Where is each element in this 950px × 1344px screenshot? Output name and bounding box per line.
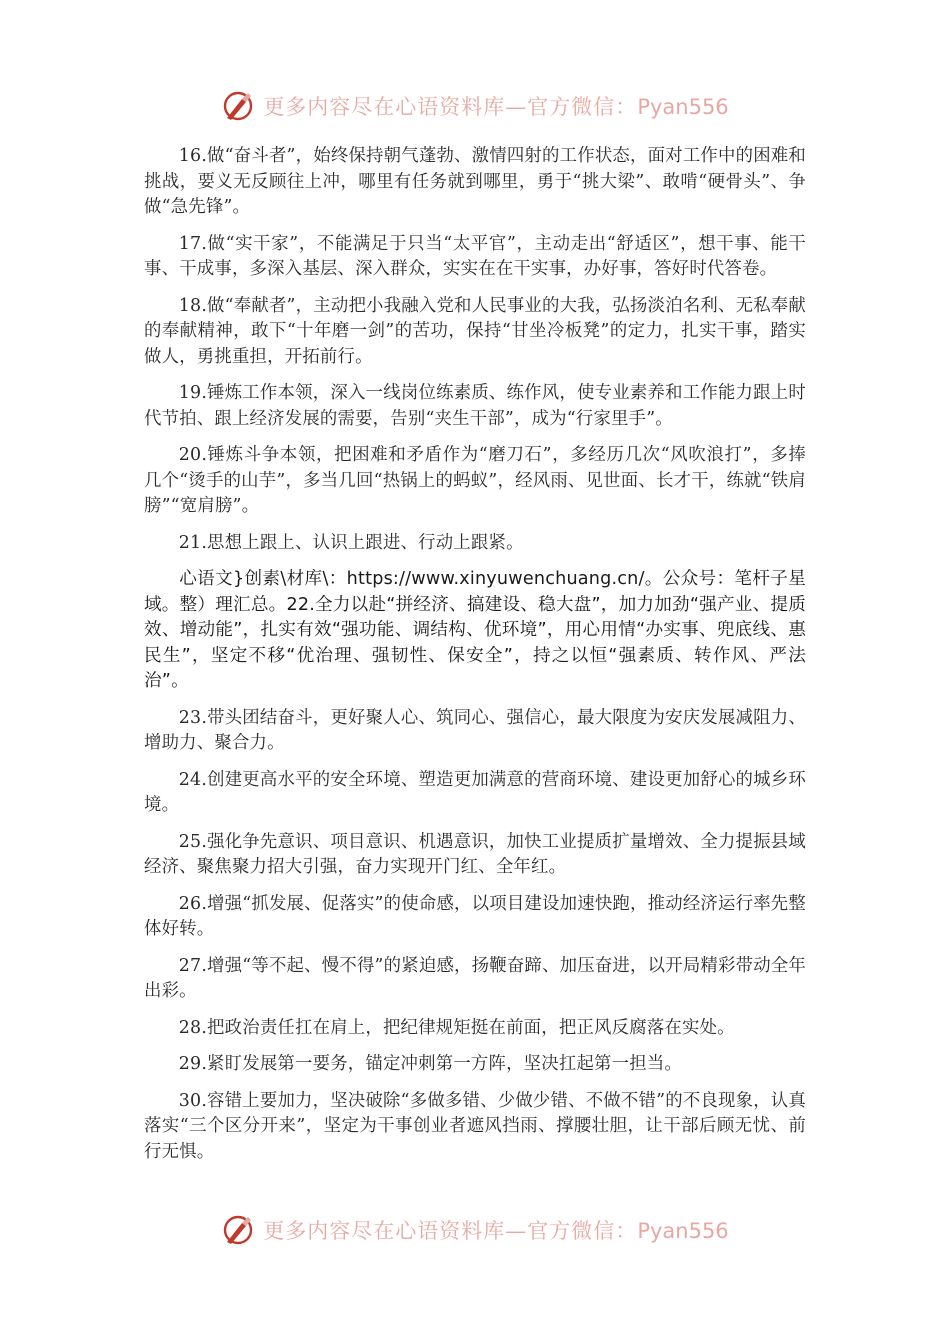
pen-logo-icon (221, 89, 255, 123)
document-body (144, 144, 806, 1176)
pen-logo-icon (221, 1213, 255, 1247)
paragraph-20: 20.锤炼斗争本领，把困难和矛盾作为“磨刀石”，多经历几次“风吹浪打”，多捧几个“烫手的山芋”，多当几回“热锅上的蚂蚁”，经风雨、见世面、长才干，练就“铁肩膀”“宽肩膀”。 (144, 445, 806, 516)
paragraph-18: 18.做“奉献者”，主动把小我融入党和人民事业的大我，弘扬淡泊名利、无私奉献的奉献精神，敢下“十年磨一剑”的苦功，保持“甘坐冷板凳”的定力，扎实干事，踏实做人，勇挑重担，开拓前行。 (144, 295, 806, 367)
watermark-text: 更多内容尽在心语资料库—官方微信：Pyan556 (263, 95, 729, 119)
paragraph-28: 28.把政治责任扛在肩上，把纪律规矩挺在前面，把正风反腐落在实处。 (178, 1017, 735, 1038)
paragraph-24: 24.创建更高水平的安全环境、塑造更加满意的营商环境、建设更加舒心的城乡环境。 (144, 769, 806, 815)
paragraph-19: 19.锤炼工作本领，深入一线岗位练素质、练作风，使专业素养和工作能力跟上时代节拍、跟上经济发展的需要，告别“夹生干部”，成为“行家里手”。 (144, 383, 806, 429)
paragraph-30: 30.容错上要加力，坚决破除“多做多错、少做少错、不做不错”的不良现象，认真落实“三个区分开来”，坚定为干事创业者遮风挡雨、撑腰壮胆，让干部后顾无忧、前行无惧。 (144, 1090, 806, 1162)
wechat-id: Pyan556 (637, 1219, 729, 1243)
header-watermark (0, 86, 950, 126)
paragraph-17: 17.做“实干家”，不能满足于只当“太平官”，主动走出“舒适区”，想干事、能干事、干成事，多深入基层、深入群众，实实在在干实事，办好事，答好时代答卷。 (144, 233, 806, 279)
paragraph-26: 26.增强“抓发展、促落实”的使命感，以项目建设加速快跑，推动经济运行率先整体好转。 (144, 893, 806, 939)
footer-watermark (0, 1210, 950, 1250)
paragraph-25: 25.强化争先意识、项目意识、机遇意识，加快工业提质扩量增效、全力提振县域经济、聚焦聚力招大引强，奋力实现开门红、全年红。 (144, 831, 806, 877)
watermark-text: 更多内容尽在心语资料库—官方微信：Pyan556 (263, 1219, 729, 1243)
paragraph-27: 27.增强“等不起、慢不得”的紧迫感，扬鞭奋蹄、加压奋进，以开局精彩带动全年出彩。 (144, 955, 806, 1001)
paragraph-29: 29.紧盯发展第一要务，锚定冲刺第一方阵，坚决扛起第一担当。 (178, 1054, 683, 1074)
wechat-id: Pyan556 (637, 95, 729, 119)
paragraph-22: 心语文}创素\材库\：https://www.xinyuwenchuang.cn/。公众号：笔杆子星域。整）理汇总。22.全力以赴“拼经济、搞建设、稳大盘”，加力加劲“强产业、提质效、增动能”，扎实有效“强功能、调结构、优环境”，用心用情“办实事、兜底线、惠民生”，坚定不移“优治理、强韧性、保安全”，持之以恒“强素质、转作风、严法治”。 (144, 569, 806, 691)
paragraph-16: 16.做“奋斗者”，始终保持朝气蓬勃、激情四射的工作状态，面对工作中的困难和挑战，要义无反顾往上冲，哪里有任务就到哪里，勇于“挑大梁”、敢啃“硬骨头”、争做“急先锋”。 (144, 146, 806, 217)
paragraph-23: 23.带头团结奋斗，更好聚人心、筑同心、强信心，最大限度为安庆发展减阻力、增助力、聚合力。 (144, 707, 806, 753)
paragraph-21: 21.思想上跟上、认识上跟进、行动上跟紧。 (178, 532, 524, 553)
